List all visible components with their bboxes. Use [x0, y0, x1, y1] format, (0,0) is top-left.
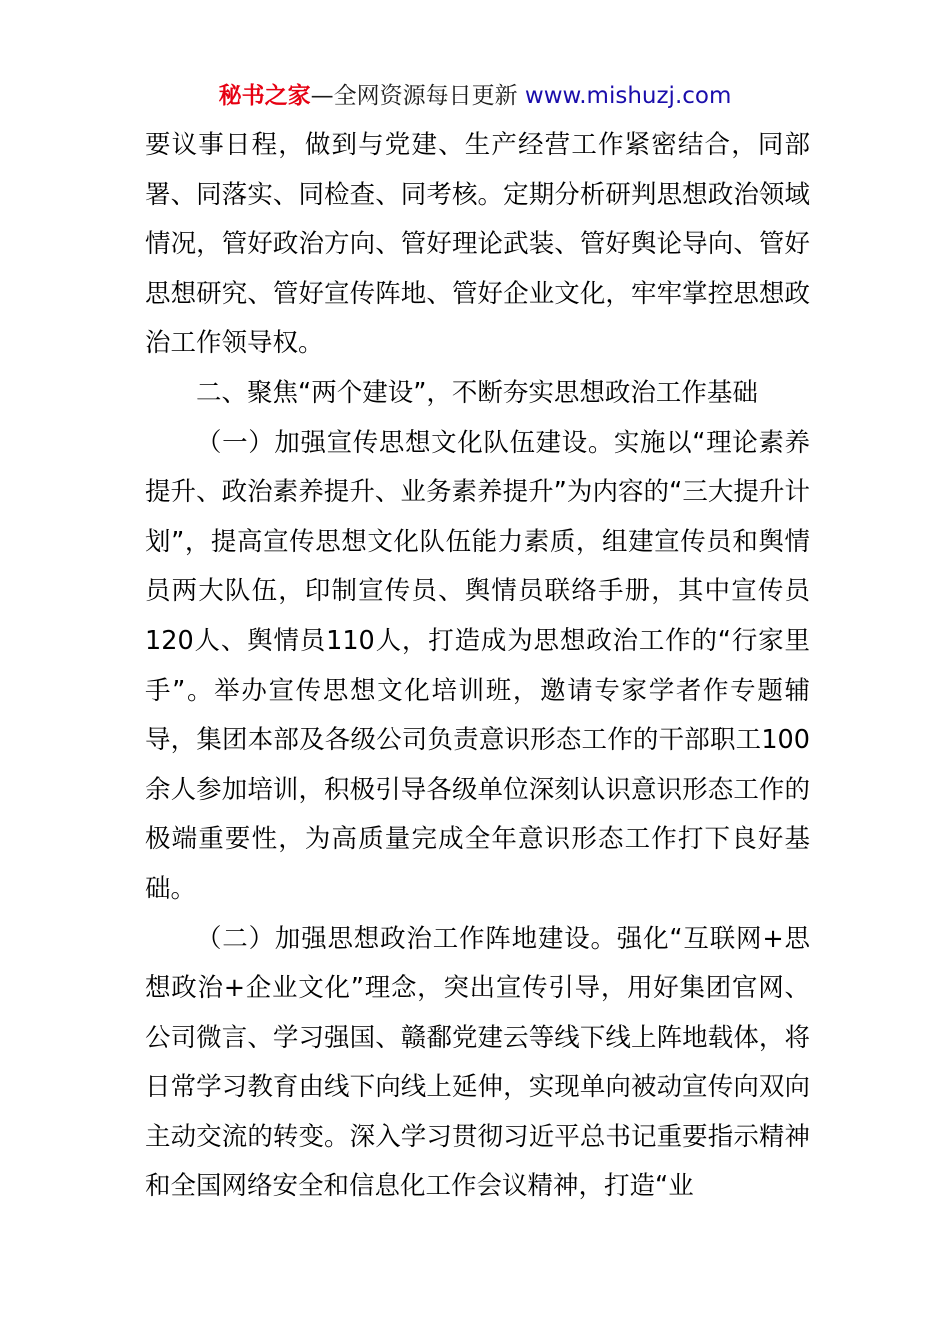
- site-brand: 秘书之家: [218, 83, 311, 109]
- site-header: [0, 80, 950, 112]
- section-heading-two: 二、聚焦“两个建设”，不断夯实思想政治工作基础: [196, 377, 758, 408]
- site-url-link[interactable]: www.mishuzj.com: [524, 83, 732, 109]
- body-paragraph-front-building: （二）加强思想政治工作阵地建设。强化“互联网+思想政治+企业文化”理念，突出宣传引导，用好集团官网、公司微言、学习强国、赣鄱党建云等线下线上阵地载体，将日常学习教育由线下向线上延伸，实现单向被动宣传向双向主动交流的转变。深入学习贯彻习近平总书记重要指示精神和全国网络安全和信息化工作会议精神，打造“业: [145, 923, 810, 1202]
- body-paragraph-team-building: （一）加强宣传思想文化队伍建设。实施以“理论素养提升、政治素养提升、业务素养提升”为内容的“三大提升计划”，提高宣传思想文化队伍能力素质，组建宣传员和舆情员两大队伍，印制宣传员、舆情员联络手册，其中宣传员120人、舆情员110人，打造成为思想政治工作的“行家里手”。举办宣传思想文化培训班，邀请专家学者作专题辅导，集团本部及各级公司负责意识形态工作的干部职工100余人参加培训，积极引导各级单位深刻认识意识形态工作的极端重要性，为高质量完成全年意识形态工作打下良好基础。: [145, 427, 810, 904]
- site-tagline: —全网资源每日更新: [310, 83, 518, 109]
- document-body: [145, 121, 810, 1212]
- body-paragraph-continuation: 要议事日程，做到与党建、生产经营工作紧密结合，同部署、同落实、同检查、同考核。定期分析研判思想政治领域情况，管好政治方向、管好理论武装、管好舆论导向、管好思想研究、管好宣传阵地、管好企业文化，牢牢掌控思想政治工作领导权。: [145, 130, 810, 359]
